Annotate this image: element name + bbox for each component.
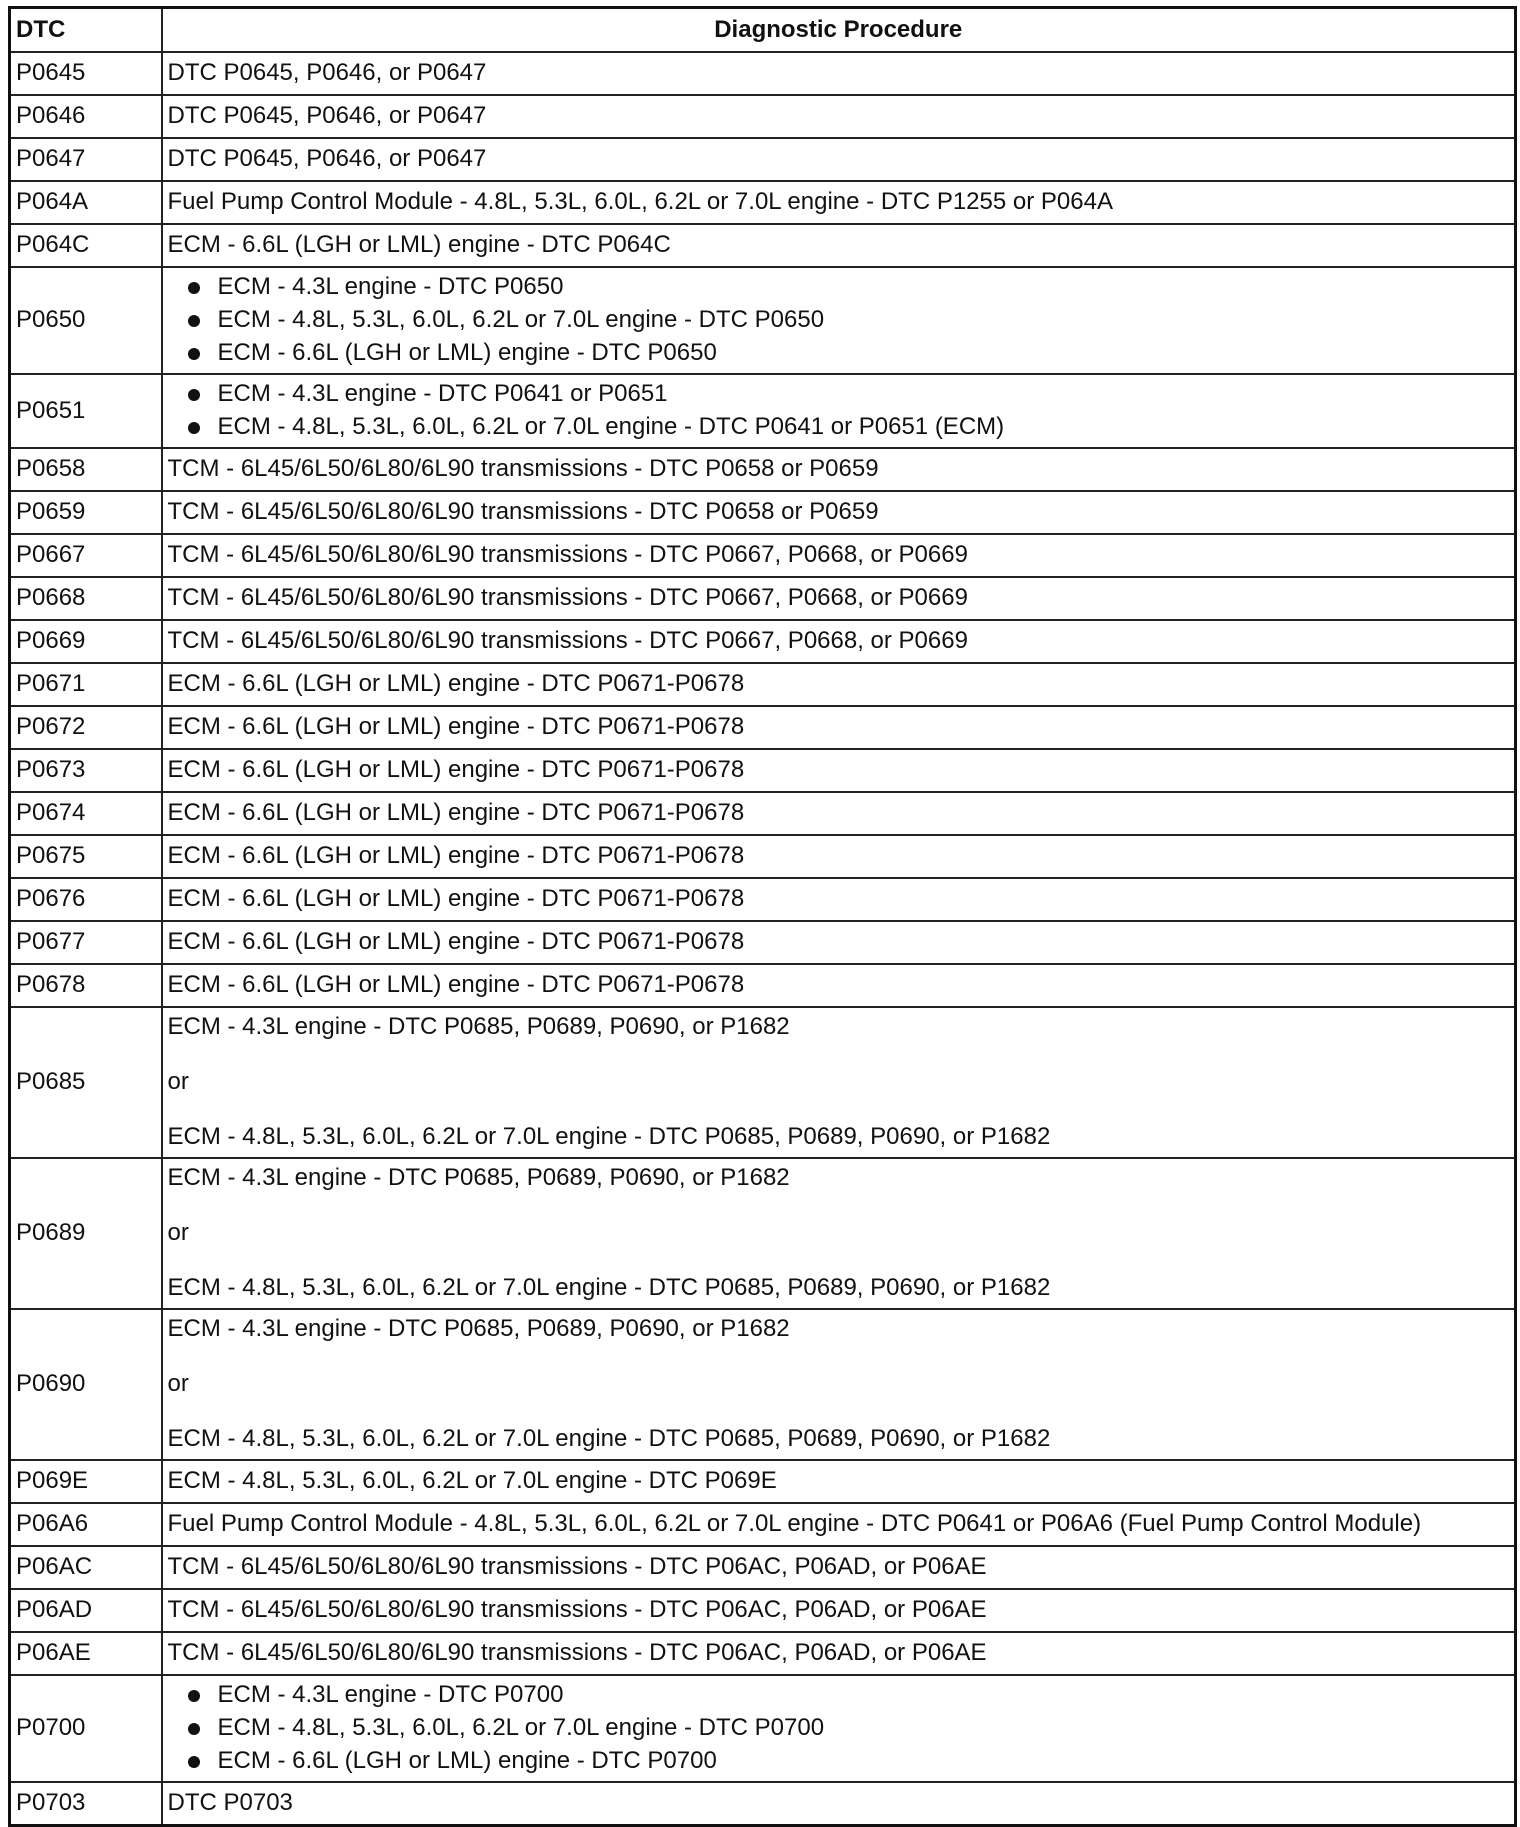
procedure-cell: ECM - 6.6L (LGH or LML) engine - DTC P0671-P0678 [162,921,1516,964]
dtc-code-cell: P0671 [10,663,162,706]
procedure-cell: TCM - 6L45/6L50/6L80/6L90 transmissions - DTC P0667, P0668, or P0669 [162,577,1516,620]
procedure-cell: TCM - 6L45/6L50/6L80/6L90 transmissions - DTC P0667, P0668, or P0669 [162,620,1516,663]
procedure-bullet-item: ECM - 4.3L engine - DTC P0700 [168,1678,1510,1711]
procedure-bullet-list [168,270,1510,369]
table-row [10,749,1516,792]
table-row [10,835,1516,878]
dtc-code-cell: P064C [10,224,162,267]
procedure-or-separator: or [167,1068,189,1095]
procedure-bullet-item: ECM - 4.8L, 5.3L, 6.0L, 6.2L or 7.0L engine - DTC P0650 [168,303,1510,336]
procedure-option-second: ECM - 4.8L, 5.3L, 6.0L, 6.2L or 7.0L engine - DTC P0685, P0689, P0690, or P1682 [167,1274,1051,1301]
table-row [10,1158,1516,1309]
dtc-code-cell: P0672 [10,706,162,749]
dtc-code-cell: P0658 [10,448,162,491]
procedure-cell: ECM - 6.6L (LGH or LML) engine - DTC P0671-P0678 [162,706,1516,749]
procedure-cell: TCM - 6L45/6L50/6L80/6L90 transmissions - DTC P0658 or P0659 [162,448,1516,491]
procedure-bullet-item: ECM - 4.3L engine - DTC P0641 or P0651 [168,377,1510,410]
procedure-cell: TCM - 6L45/6L50/6L80/6L90 transmissions - DTC P0658 or P0659 [162,491,1516,534]
table-row [10,1675,1516,1782]
table-row [10,620,1516,663]
dtc-code-cell: P0678 [10,964,162,1007]
procedure-bullet-item: ECM - 6.6L (LGH or LML) engine - DTC P0700 [168,1744,1510,1777]
dtc-code-cell: P0703 [10,1782,162,1826]
table-row [10,792,1516,835]
table-header-row [10,8,1516,53]
dtc-code-cell: P0674 [10,792,162,835]
procedure-option-second: ECM - 4.8L, 5.3L, 6.0L, 6.2L or 7.0L engine - DTC P0685, P0689, P0690, or P1682 [167,1123,1051,1150]
table-row [10,577,1516,620]
table-row [10,964,1516,1007]
dtc-code-cell: P0677 [10,921,162,964]
procedure-bullet-item: ECM - 4.3L engine - DTC P0650 [168,270,1510,303]
table-row [10,138,1516,181]
procedure-cell [162,374,1516,448]
procedure-cell [162,1158,1516,1309]
procedure-cell: ECM - 6.6L (LGH or LML) engine - DTC P0671-P0678 [162,749,1516,792]
procedure-or-separator: or [167,1370,189,1397]
dtc-code-cell: P0667 [10,534,162,577]
table-row [10,878,1516,921]
procedure-bullet-item: ECM - 4.8L, 5.3L, 6.0L, 6.2L or 7.0L engine - DTC P0700 [168,1711,1510,1744]
table-row [10,374,1516,448]
table-row [10,267,1516,374]
procedure-cell: DTC P0645, P0646, or P0647 [162,138,1516,181]
procedure-bullet-item: ECM - 6.6L (LGH or LML) engine - DTC P0650 [168,336,1510,369]
table-row [10,663,1516,706]
table-row [10,1007,1516,1158]
table-row [10,1460,1516,1503]
table-row [10,921,1516,964]
dtc-code-cell: P0646 [10,95,162,138]
dtc-code-cell: P0668 [10,577,162,620]
procedure-cell: DTC P0645, P0646, or P0647 [162,52,1516,95]
procedure-cell: TCM - 6L45/6L50/6L80/6L90 transmissions - DTC P06AC, P06AD, or P06AE [162,1546,1516,1589]
procedure-cell: Fuel Pump Control Module - 4.8L, 5.3L, 6.0L, 6.2L or 7.0L engine - DTC P0641 or P06A6 (Fuel Pump Control Module) [162,1503,1516,1546]
procedure-option-first: ECM - 4.3L engine - DTC P0685, P0689, P0690, or P1682 [167,1013,790,1040]
procedure-cell: TCM - 6L45/6L50/6L80/6L90 transmissions - DTC P0667, P0668, or P0669 [162,534,1516,577]
table-row [10,1546,1516,1589]
procedure-cell [162,1007,1516,1158]
procedure-cell: DTC P0703 [162,1782,1516,1826]
table-row [10,448,1516,491]
dtc-code-cell: P06AC [10,1546,162,1589]
procedure-column-header: Diagnostic Procedure [162,8,1516,53]
procedure-cell: TCM - 6L45/6L50/6L80/6L90 transmissions - DTC P06AC, P06AD, or P06AE [162,1632,1516,1675]
dtc-code-cell: P06AD [10,1589,162,1632]
table-row [10,706,1516,749]
dtc-procedure-document [8,6,1514,1827]
dtc-code-cell: P0645 [10,52,162,95]
dtc-code-cell: P0659 [10,491,162,534]
dtc-code-cell: P069E [10,1460,162,1503]
table-row [10,1632,1516,1675]
table-row [10,491,1516,534]
table-row [10,52,1516,95]
dtc-code-cell: P064A [10,181,162,224]
procedure-bullet-item: ECM - 4.8L, 5.3L, 6.0L, 6.2L or 7.0L engine - DTC P0641 or P0651 (ECM) [168,410,1510,443]
dtc-column-header: DTC [10,8,162,53]
procedure-option-first: ECM - 4.3L engine - DTC P0685, P0689, P0690, or P1682 [167,1164,790,1191]
dtc-code-cell: P0689 [10,1158,162,1309]
dtc-code-cell: P0669 [10,620,162,663]
table-row [10,95,1516,138]
dtc-code-cell: P0647 [10,138,162,181]
dtc-code-cell: P0676 [10,878,162,921]
dtc-code-cell: P0673 [10,749,162,792]
table-row [10,224,1516,267]
table-row [10,181,1516,224]
dtc-code-cell: P0651 [10,374,162,448]
procedure-option-first: ECM - 4.3L engine - DTC P0685, P0689, P0690, or P1682 [167,1315,790,1342]
procedure-cell: DTC P0645, P0646, or P0647 [162,95,1516,138]
table-row [10,534,1516,577]
table-body [10,52,1516,1826]
procedure-or-separator: or [167,1219,189,1246]
dtc-code-cell: P0675 [10,835,162,878]
dtc-code-cell: P06AE [10,1632,162,1675]
procedure-cell: ECM - 6.6L (LGH or LML) engine - DTC P0671-P0678 [162,663,1516,706]
procedure-cell [162,267,1516,374]
procedure-bullet-list [168,377,1510,443]
dtc-code-cell: P0650 [10,267,162,374]
procedure-bullet-list [168,1678,1510,1777]
procedure-cell [162,1309,1516,1460]
procedure-cell: ECM - 6.6L (LGH or LML) engine - DTC P0671-P0678 [162,964,1516,1007]
table-row [10,1782,1516,1826]
procedure-cell: ECM - 6.6L (LGH or LML) engine - DTC P0671-P0678 [162,835,1516,878]
dtc-code-cell: P0700 [10,1675,162,1782]
table-row [10,1503,1516,1546]
procedure-cell: Fuel Pump Control Module - 4.8L, 5.3L, 6.0L, 6.2L or 7.0L engine - DTC P1255 or P064A [162,181,1516,224]
dtc-code-cell: P0685 [10,1007,162,1158]
dtc-table [8,6,1517,1827]
procedure-cell [162,1675,1516,1782]
procedure-option-second: ECM - 4.8L, 5.3L, 6.0L, 6.2L or 7.0L engine - DTC P0685, P0689, P0690, or P1682 [167,1425,1051,1452]
procedure-cell: ECM - 6.6L (LGH or LML) engine - DTC P064C [162,224,1516,267]
procedure-cell: ECM - 6.6L (LGH or LML) engine - DTC P0671-P0678 [162,792,1516,835]
table-row [10,1589,1516,1632]
dtc-code-cell: P06A6 [10,1503,162,1546]
table-row [10,1309,1516,1460]
procedure-cell: ECM - 6.6L (LGH or LML) engine - DTC P0671-P0678 [162,878,1516,921]
dtc-code-cell: P0690 [10,1309,162,1460]
procedure-cell: ECM - 4.8L, 5.3L, 6.0L, 6.2L or 7.0L engine - DTC P069E [162,1460,1516,1503]
procedure-cell: TCM - 6L45/6L50/6L80/6L90 transmissions - DTC P06AC, P06AD, or P06AE [162,1589,1516,1632]
